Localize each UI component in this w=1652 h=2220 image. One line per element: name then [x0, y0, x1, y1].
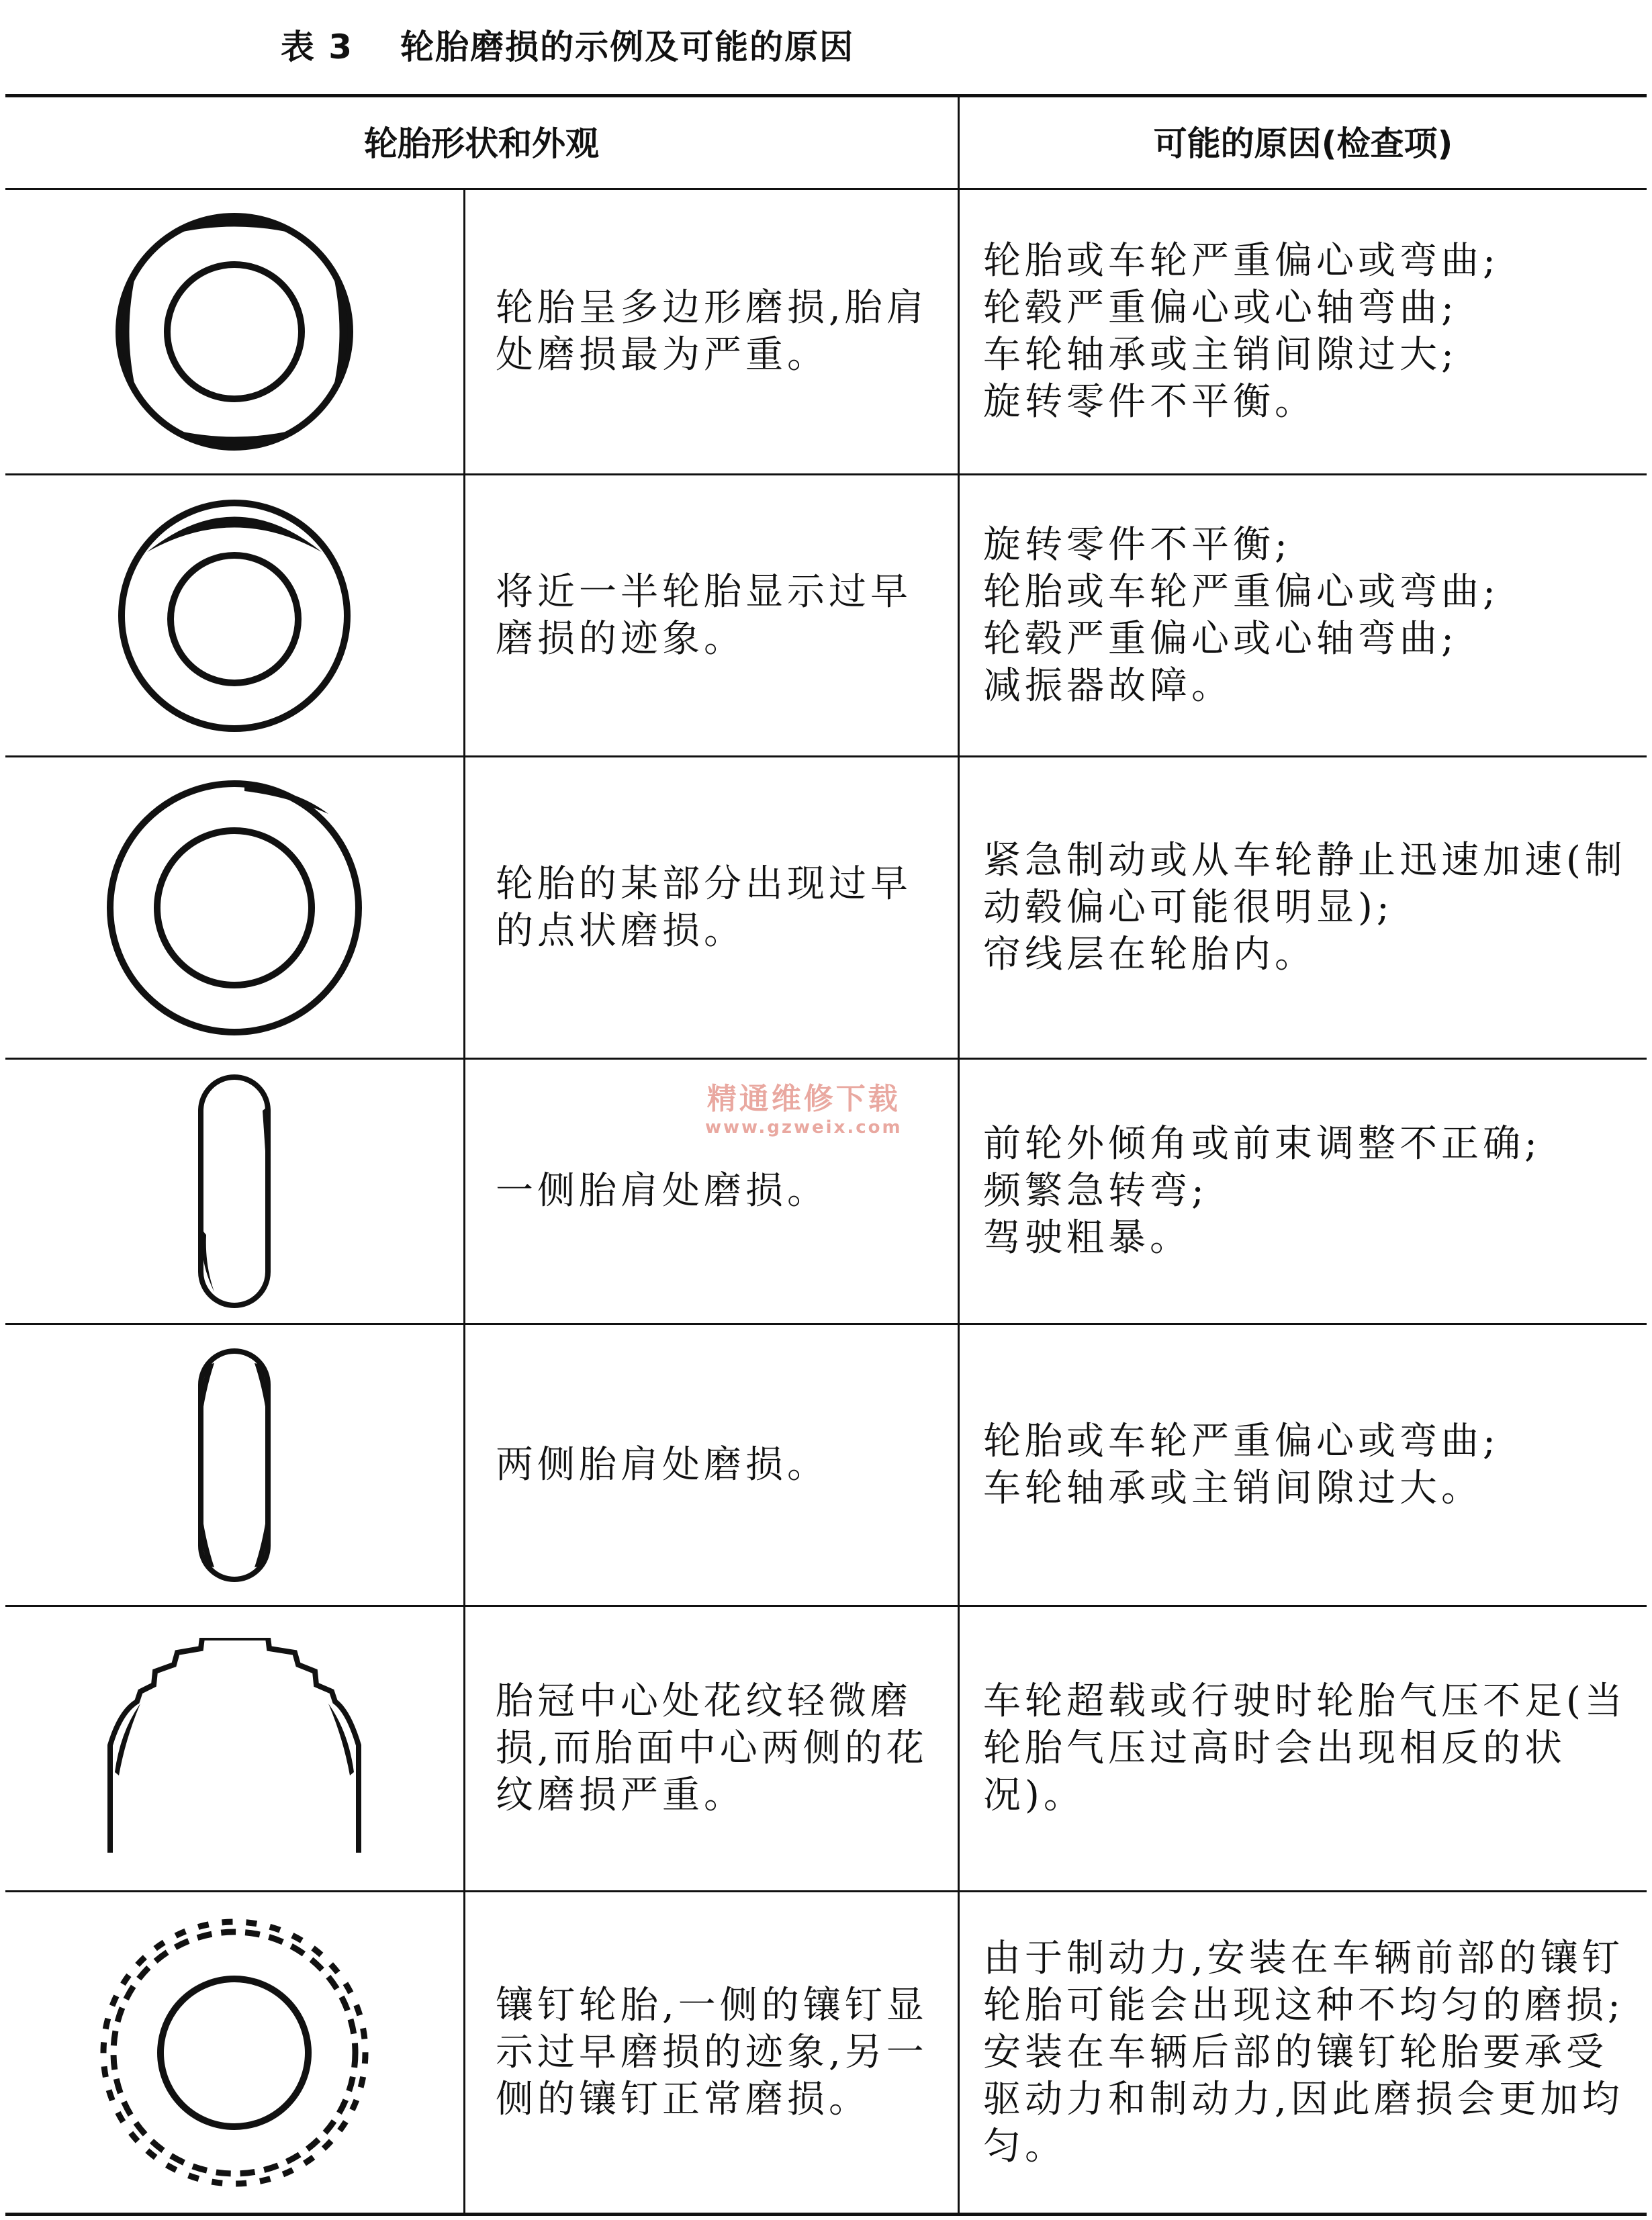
description-cell: [496, 1607, 952, 1890]
table-row: [5, 757, 1647, 1058]
studded-tire-icon: [93, 1912, 375, 2194]
table-number: 表 3: [280, 28, 354, 66]
cause-line: 频繁急转弯;: [983, 1169, 1208, 1213]
description-text: 两侧胎肩处磨损。: [496, 1442, 829, 1487]
table-row: [5, 1325, 1647, 1605]
table-row: [5, 1607, 1647, 1890]
cause-line: 帘线层在轮胎内。: [983, 932, 1316, 976]
shape-cell: [5, 1325, 463, 1605]
description-text: 镶钉轮胎,一侧的镶钉显示过早磨损的迹象,另一侧的镶钉正常磨损。: [496, 1983, 928, 2121]
shape-cell: [5, 475, 463, 755]
table-caption: [0, 20, 1135, 68]
cause-line: 车轮超载或行驶时轮胎气压不足(当轮胎气压过高时会出现相反的状况)。: [983, 1679, 1626, 1817]
shape-cell: [5, 1060, 463, 1323]
cause-line: 前轮外倾角或前束调整不正确;: [983, 1122, 1541, 1166]
table-row: [5, 1892, 1647, 2213]
cause-line: 旋转零件不平衡;: [983, 522, 1291, 567]
causes-cell: [983, 475, 1641, 755]
cause-line: 由于制动力,安装在车辆前部的镶钉轮胎可能会出现这种不均匀的磨损;: [983, 1936, 1624, 2027]
cause-line: 旋转零件不平衡。: [983, 380, 1316, 424]
cause-line: 紧急制动或从车轮静止迅速加速(制动毂偏心可能很明显);: [983, 838, 1626, 929]
causes-cell: [983, 1325, 1641, 1605]
shape-cell: [5, 1607, 463, 1890]
cause-line: 车轮轴承或主销间隙过大;: [983, 333, 1458, 377]
table-bottom-rule: [5, 2213, 1647, 2216]
cause-line: 轮胎或车轮严重偏心或弯曲;: [983, 239, 1500, 283]
table-title: 轮胎磨损的示例及可能的原因: [400, 28, 855, 66]
table-row: [5, 190, 1647, 473]
cause-line: 轮胎或车轮严重偏心或弯曲;: [983, 1419, 1500, 1463]
description-text: 将近一半轮胎显示过早磨损的迹象。: [496, 569, 912, 661]
description-text: 一侧胎肩处磨损。: [496, 1169, 829, 1213]
description-cell: [496, 757, 952, 1058]
header-shape: 轮胎形状和外观: [364, 124, 599, 163]
causes-cell: [983, 1892, 1641, 2213]
header-causes: 可能的原因(检查项): [1153, 124, 1453, 163]
cause-line: 驾驶粗暴。: [983, 1216, 1191, 1260]
one-shoulder-wear-icon: [187, 1070, 281, 1312]
causes-cell: [983, 190, 1641, 473]
description-cell: [496, 1325, 952, 1605]
description-cell: [496, 475, 952, 755]
spot-wear-icon: [93, 774, 375, 1042]
shape-cell: [5, 1892, 463, 2213]
watermark: [705, 1074, 903, 1138]
description-text: 轮胎呈多边形磨损,胎肩处磨损最为严重。: [496, 286, 928, 377]
cause-line: 轮胎或车轮严重偏心或弯曲;: [983, 569, 1500, 614]
description-cell: [496, 1892, 952, 2213]
description-text: 轮胎的某部分出现过早的点状磨损。: [496, 862, 912, 953]
watermark-name: 精通维修下载: [706, 1082, 901, 1116]
description-text: 胎冠中心处花纹轻微磨损,而胎面中心两侧的花纹磨损严重。: [496, 1679, 928, 1817]
cause-line: 车轮轴承或主销间隙过大。: [983, 1466, 1483, 1510]
causes-cell: [983, 1060, 1641, 1323]
watermark-url: www.gzweix.com: [705, 1117, 903, 1138]
cause-line: 轮毂严重偏心或心轴弯曲;: [983, 286, 1458, 330]
shape-cell: [5, 757, 463, 1058]
description-cell: [496, 190, 952, 473]
both-shoulder-wear-icon: [187, 1344, 281, 1586]
shape-cell: [5, 190, 463, 473]
cause-line: 减振器故障。: [983, 663, 1233, 708]
cause-line: 安装在车辆后部的镶钉轮胎要承受驱动力和制动力,因此磨损会更加均匀。: [983, 2030, 1624, 2168]
polygon-wear-icon: [100, 197, 369, 466]
cause-line: 轮毂严重偏心或心轴弯曲;: [983, 616, 1458, 661]
tread-center-wear-icon: [100, 1638, 369, 1859]
causes-cell: [983, 1607, 1641, 1890]
causes-cell: [983, 757, 1641, 1058]
half-wear-icon: [100, 488, 369, 743]
table-row: [5, 475, 1647, 755]
